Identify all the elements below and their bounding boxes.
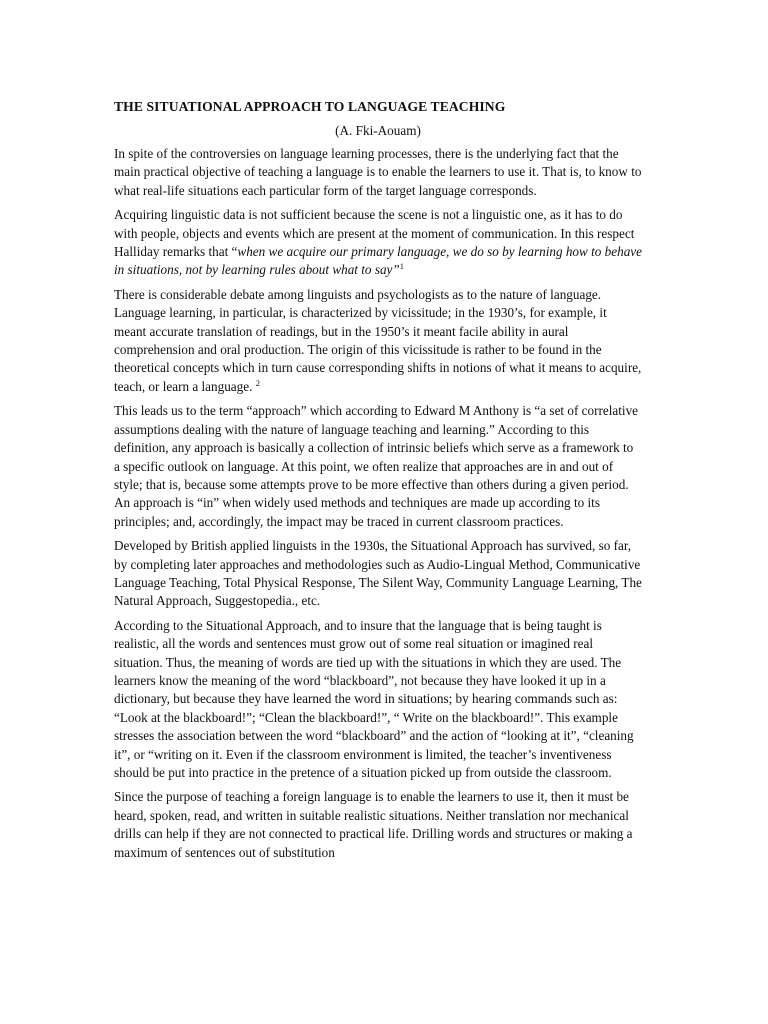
paragraph-7: Since the purpose of teaching a foreign language is to enable the learners to use it, then it must be heard, spoken, read, and written in suitable realistic situations. Neither translation nor mechanical drills can help if they are not connected to practical life. Drilling words and structures or making a maximum of sentences out of substitution: [114, 789, 633, 860]
halliday-quote: when we acquire our primary language, we do so by learning how to behave in situations, not by learning rules about what to say”: [114, 244, 643, 278]
paragraph-2: [114, 206, 642, 280]
paragraph-1: In spite of the controversies on language learning processes, there is the underlying fact that the main practical objective of teaching a language is to enable the learners to use it. That is, to know to what real-life situations each particular form of the target language corresponds.: [114, 146, 642, 198]
paragraph-3: [114, 286, 642, 396]
document-body: [114, 98, 642, 868]
document-author: (A. Fki-Aouam): [335, 123, 421, 138]
paragraph-4: This leads us to the term “approach” which according to Edward M Anthony is “a set of correlative assumptions dealing with the nature of language teaching and learning.” According to this definition, any approach is basically a collection of intrinsic beliefs which serve as a framework to a specific outlook on language. At this point, we often realize that approaches are in and out of style; that is, because some attempts prove to be more effective than others during a given period. An approach is “in” when widely used methods and techniques are made up according to its principles; and, accordingly, the impact may be traced in current classroom practices.: [114, 403, 639, 529]
paragraph-2-text: Acquiring linguistic data is not sufficient because the scene is not a linguistic one, as it has to do with people, objects and events which are present at the moment of communication. In this respect Halliday remarks that “: [114, 207, 635, 260]
paragraph-5: Developed by British applied linguists in the 1930s, the Situational Approach has survived, so far, by completing later approaches and methodologies such as Audio-Lingual Method, Communicative Language Teaching, Total Physical Response, The Silent Way, Community Language Learning, The Natural Approach, Suggestopedia., etc.: [114, 538, 642, 609]
paragraph-6: According to the Situational Approach, and to insure that the language that is being taught is realistic, all the words and sentences must grow out of some real situation or imagined real situation. Thus, the meaning of words are tied up with the situations in which they are used. The learners know the meaning of the word “blackboard”, not because they have looked it up in a dictionary, but because they have learned the word in situations; by hearing commands such as: “Look at the blackboard!”; “Clean the blackboard!”, “ Write on the blackboard!”. This example stresses the association between the word “blackboard” and the action of “looking at it”, “cleaning it”, or “writing on it. Even if the classroom environment is limited, the teacher’s inventiveness should be put into practice in the pretence of a situation picked up from outside the classroom.: [114, 617, 634, 780]
document-title: THE SITUATIONAL APPROACH TO LANGUAGE TEACHING: [114, 99, 506, 114]
footnote-ref-1: 1: [399, 261, 404, 272]
paragraph-3-text: There is considerable debate among linguists and psychologists as to the nature of language. Language learning, in particular, is characterized by vicissitude; in the 1930’s, for example, it meant accurate translation of readings, but in the 1950’s it meant facile ability in aural comprehension and oral production. The origin of this vicissitude is rather to be found in the theoretical concepts which in turn cause corresponding shifts in notions of what it means to acquire, teach, or learn a language.: [114, 286, 642, 394]
footnote-ref-2: 2: [255, 377, 260, 388]
